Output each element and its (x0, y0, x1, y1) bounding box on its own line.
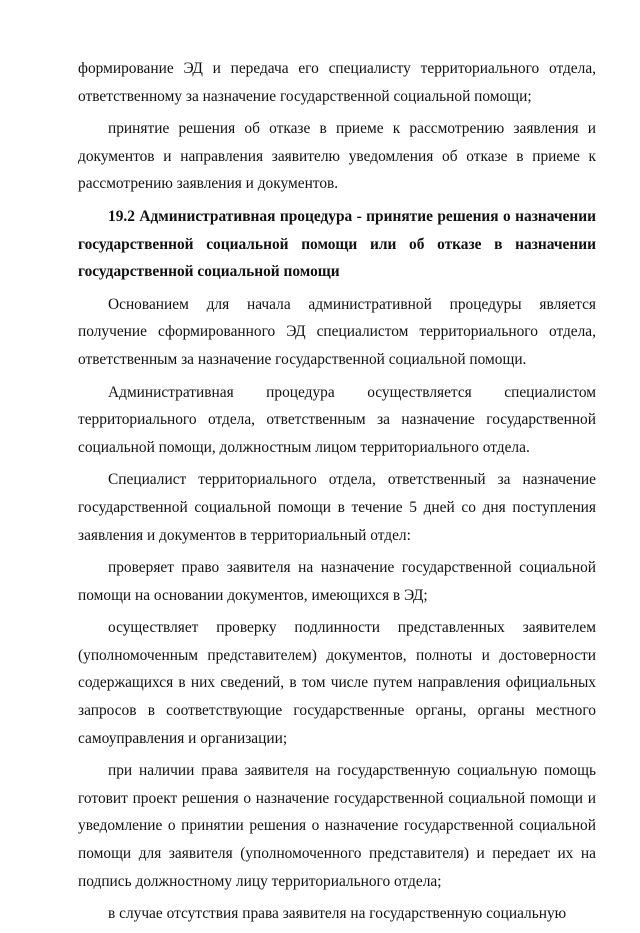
paragraph-verifies-documents: осуществляет проверку подлинности представленных заявителем (уполномоченным представителем) документов, полноты и достоверности содержащихся в них сведений, в том числе путем направления официальных запросов в соответствующие государственные органы, органы местного самоуправления и организации; (78, 619, 596, 747)
paragraph-basis: Основанием для начала административной процедуры является получение сформированного ЭД специалистом территориального отдела, ответственным за назначение государственной социальной помощи. (78, 295, 596, 368)
paragraph-ed-forming: формирование ЭД и передача его специалисту территориального отдела, ответственному за назначение государственной социальной помощи; (78, 60, 596, 105)
document-page (78, 55, 596, 933)
section-heading-19-2: 19.2 Административная процедура - принятие решения о назначении государственной социальной помощи или об отказе в назначении государственной социальной помощи (78, 207, 596, 281)
paragraph-absence-of-right: в случае отсутствия права заявителя на государственную социальную (108, 905, 567, 923)
paragraph-procedure-performer: Административная процедура осуществляется специалистом территориального отдела, ответственным за назначение государственной социальной помощи, должностным лицом территориального отдела. (78, 383, 596, 456)
paragraph-prepares-decision: при наличии права заявителя на государственную социальную помощь готовит проект решения о назначение государственной социальной помощи и уведомление о принятии решения о назначение государственной социальной помощи для заявителя (уполномоченного представителя) и передает их на подпись должностному лицу территориального отдела; (78, 762, 596, 890)
paragraph-checks-right: проверяет право заявителя на назначение государственной социальной помощи на основании документов, имеющихся в ЭД; (78, 559, 596, 604)
paragraph-refusal-decision: принятие решения об отказе в приеме к рассмотрению заявления и документов и направления заявителю уведомления об отказе в приеме к рассмотрению заявления и документов. (78, 120, 596, 193)
paragraph-specialist-duties: Специалист территориального отдела, ответственный за назначение государственной социальной помощи в течение 5 дней со дня поступления заявления и документов в территориальный отдел: (78, 471, 596, 544)
